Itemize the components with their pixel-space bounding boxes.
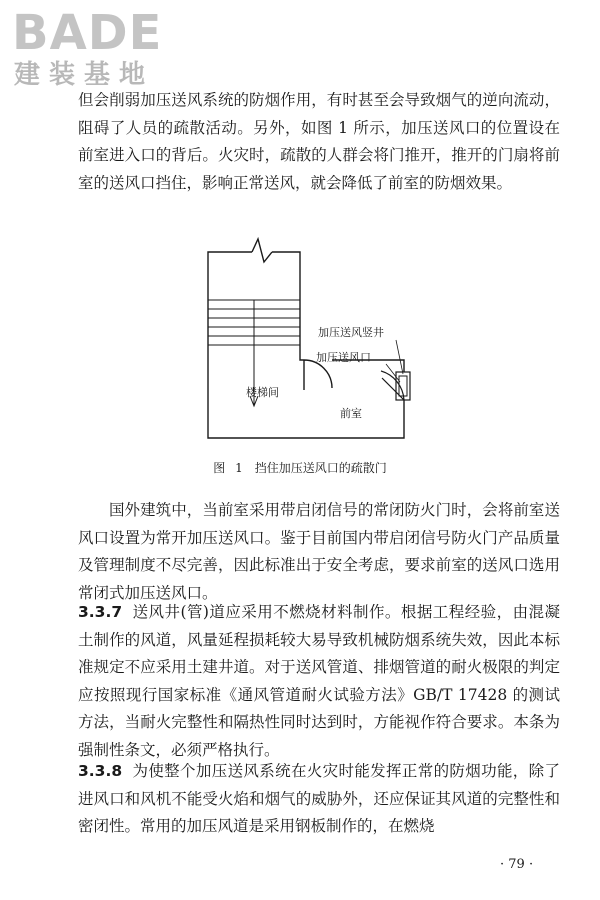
- section-3-3-8: [78, 758, 560, 841]
- label-air-inlet: 加压送风口: [316, 351, 371, 364]
- leader-inlet: [386, 364, 400, 382]
- break-line: [252, 239, 272, 262]
- figure-caption: 图 1 挡住加压送风口的疏散门: [213, 461, 387, 475]
- section-number: 3.3.7: [78, 603, 123, 621]
- door-swing-arc: [304, 360, 332, 390]
- page-number: · 79 ·: [500, 857, 534, 872]
- label-stairwell: 楼梯间: [246, 386, 279, 399]
- section-text: 为使整个加压送风系统在火灾时能发挥正常的防烟功能，除了进风口和风机不能受火焰和烟气的威胁外，还应保证其风道的完整性和密闭性。常用的加压风道是采用钢板制作的，在燃烧: [78, 762, 560, 835]
- section-number: 3.3.8: [78, 762, 123, 780]
- logo-wordmark: BADE: [12, 5, 163, 61]
- label-air-shaft: 加压送风竖井: [318, 326, 384, 339]
- paragraph-2: 国外建筑中，当前室采用带启闭信号的常闭防火门时，会将前室送风口设置为常开加压送风口。鉴于目前国内带启闭信号防火门产品质量及管理制度不尽完善，因此标准出于安全考虑，要求前室的送风口选用常闭式加压送风口。: [78, 501, 560, 602]
- logo-subtitle: 建装基地: [14, 60, 155, 90]
- bade-logo: [12, 6, 172, 90]
- leader-shaft: [396, 340, 403, 374]
- section-text: 送风井(管)道应采用不燃烧材料制作。根据工程经验，由混凝土制作的风道，风量延程损耗较大易导致机械防烟系统失效，因此本标准规定不应采用土建井道。对于送风管道、排烟管道的耐火极限的判定应按照现行国家标准《通风管道耐火试验方法》GB/T 17428 的测试方法，当耐火完整性和隔热性同时达到时，方能视作符合要求。本条为强制性条文，必须严格执行。: [78, 603, 560, 759]
- figure-1-diagram: [200, 236, 430, 446]
- label-anteroom: 前室: [340, 407, 362, 420]
- paragraph-1: 但会削弱加压送风系统的防烟作用，有时甚至会导致烟气的逆向流动，阻碍了人员的疏散活动。另外，如图 1 所示，加压送风口的位置设在前室进入口的背后。火灾时，疏散的人群会将门推开，推开的门扇将前室的送风口挡住，影响正常送风，就会降低了前室的防烟效果。: [78, 91, 560, 192]
- section-3-3-7: [78, 599, 560, 764]
- stairwell-plan-drawing: [200, 236, 430, 446]
